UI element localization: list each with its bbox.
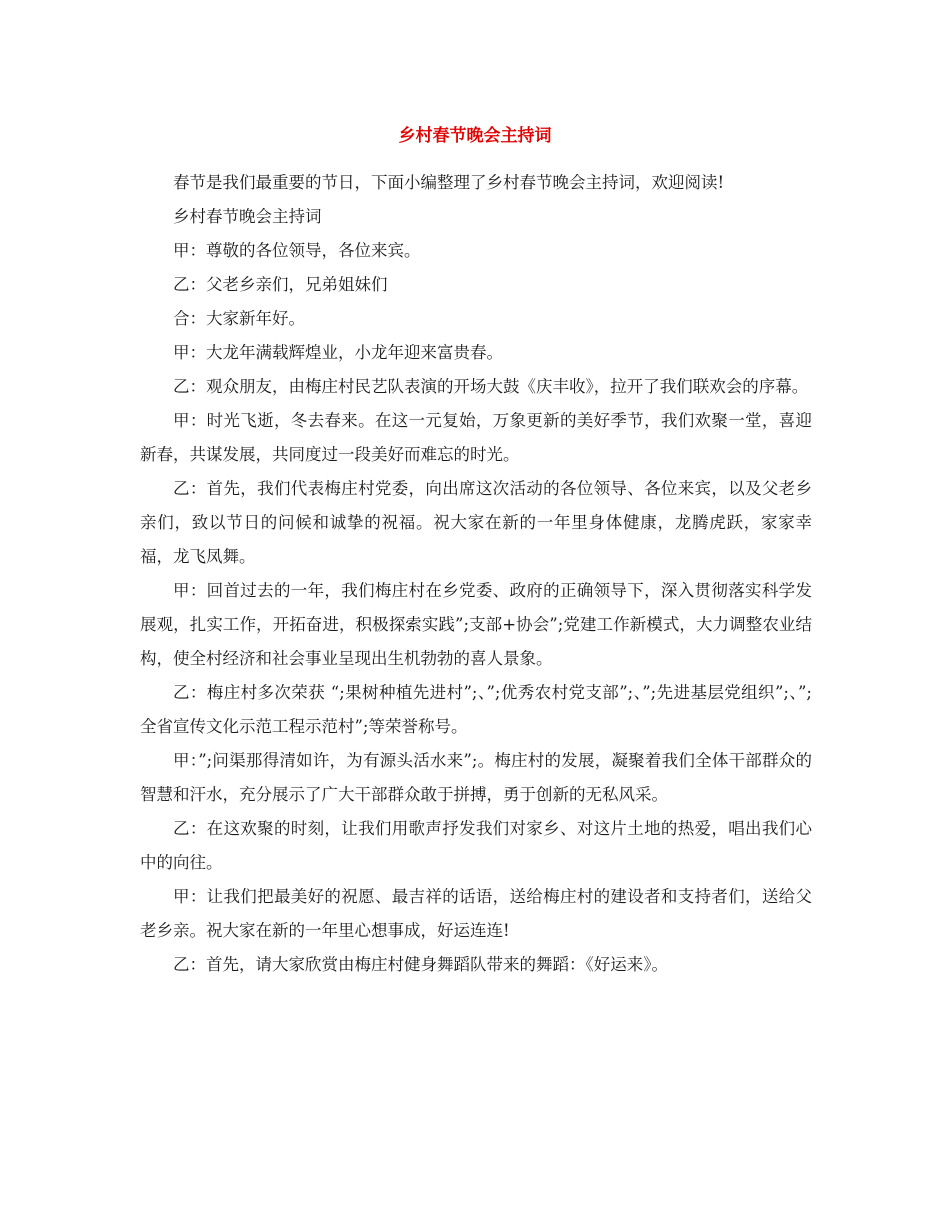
paragraph: 乙：父老乡亲们，兄弟姐妹们 [173, 275, 388, 294]
paragraph-subtitle: 乡村春节晚会主持词 [173, 207, 322, 226]
paragraph: 甲：时光飞逝，冬去春来。在这一元复始，万象更新的美好季节，我们欢聚一堂，喜迎新春，共谋发展，共同度过一段美好而难忘的时光。 [140, 411, 812, 464]
paragraph: 甲：大龙年满载辉煌业，小龙年迎来富贵春。 [173, 343, 503, 362]
paragraph: 合：大家新年好。 [173, 309, 305, 328]
paragraph: 乙：观众朋友，由梅庄村民艺队表演的开场大鼓《庆丰收》，拉开了我们联欢会的序幕。 [173, 377, 809, 396]
document-title: 乡村春节晚会主持词 [398, 126, 552, 146]
paragraph: 乙：首先，请大家欣赏由梅庄村健身舞蹈队带来的舞蹈：《好运来》。 [173, 955, 668, 974]
paragraph: 甲：让我们把最美好的祝愿、最吉祥的话语，送给梅庄村的建设者和支持者们，送给父老乡亲。祝大家在新的一年里心想事成，好运连连! [140, 887, 812, 940]
paragraph: 甲：尊敬的各位领导，各位来宾。 [173, 241, 421, 260]
paragraph: 甲：回首过去的一年，我们梅庄村在乡党委、政府的正确领导下，深入贯彻落实科学发展观，扎实工作，开拓奋进，积极探索实践”;支部+协会”;党建工作新模式，大力调整农业结构，使全村经济和社会事业呈现出生机勃勃的喜人景象。 [140, 581, 812, 668]
paragraph: 甲：”;问渠那得清如许，为有源头活水来”;。梅庄村的发展，凝聚着我们全体干部群众的智慧和汗水，充分展示了广大干部群众敢于拼搏，勇于创新的无私风采。 [140, 751, 812, 804]
paragraph-intro: 春节是我们最重要的节日，下面小编整理了乡村春节晚会主持词，欢迎阅读! [173, 173, 725, 192]
document-body [140, 166, 812, 982]
paragraph: 乙：在这欢聚的时刻，让我们用歌声抒发我们对家乡、对这片土地的热爱，唱出我们心中的向往。 [140, 819, 812, 872]
paragraph: 乙：首先，我们代表梅庄村党委，向出席这次活动的各位领导、各位来宾，以及父老乡亲们，致以节日的问候和诚挚的祝福。祝大家在新的一年里身体健康，龙腾虎跃，家家幸福，龙飞凤舞。 [140, 479, 812, 566]
paragraph: 乙：梅庄村多次荣获 “;果树种植先进村”;、”;优秀农村党支部”;、”;先进基层党组织”;、”;全省宣传文化示范工程示范村”;等荣誉称号。 [140, 683, 812, 736]
